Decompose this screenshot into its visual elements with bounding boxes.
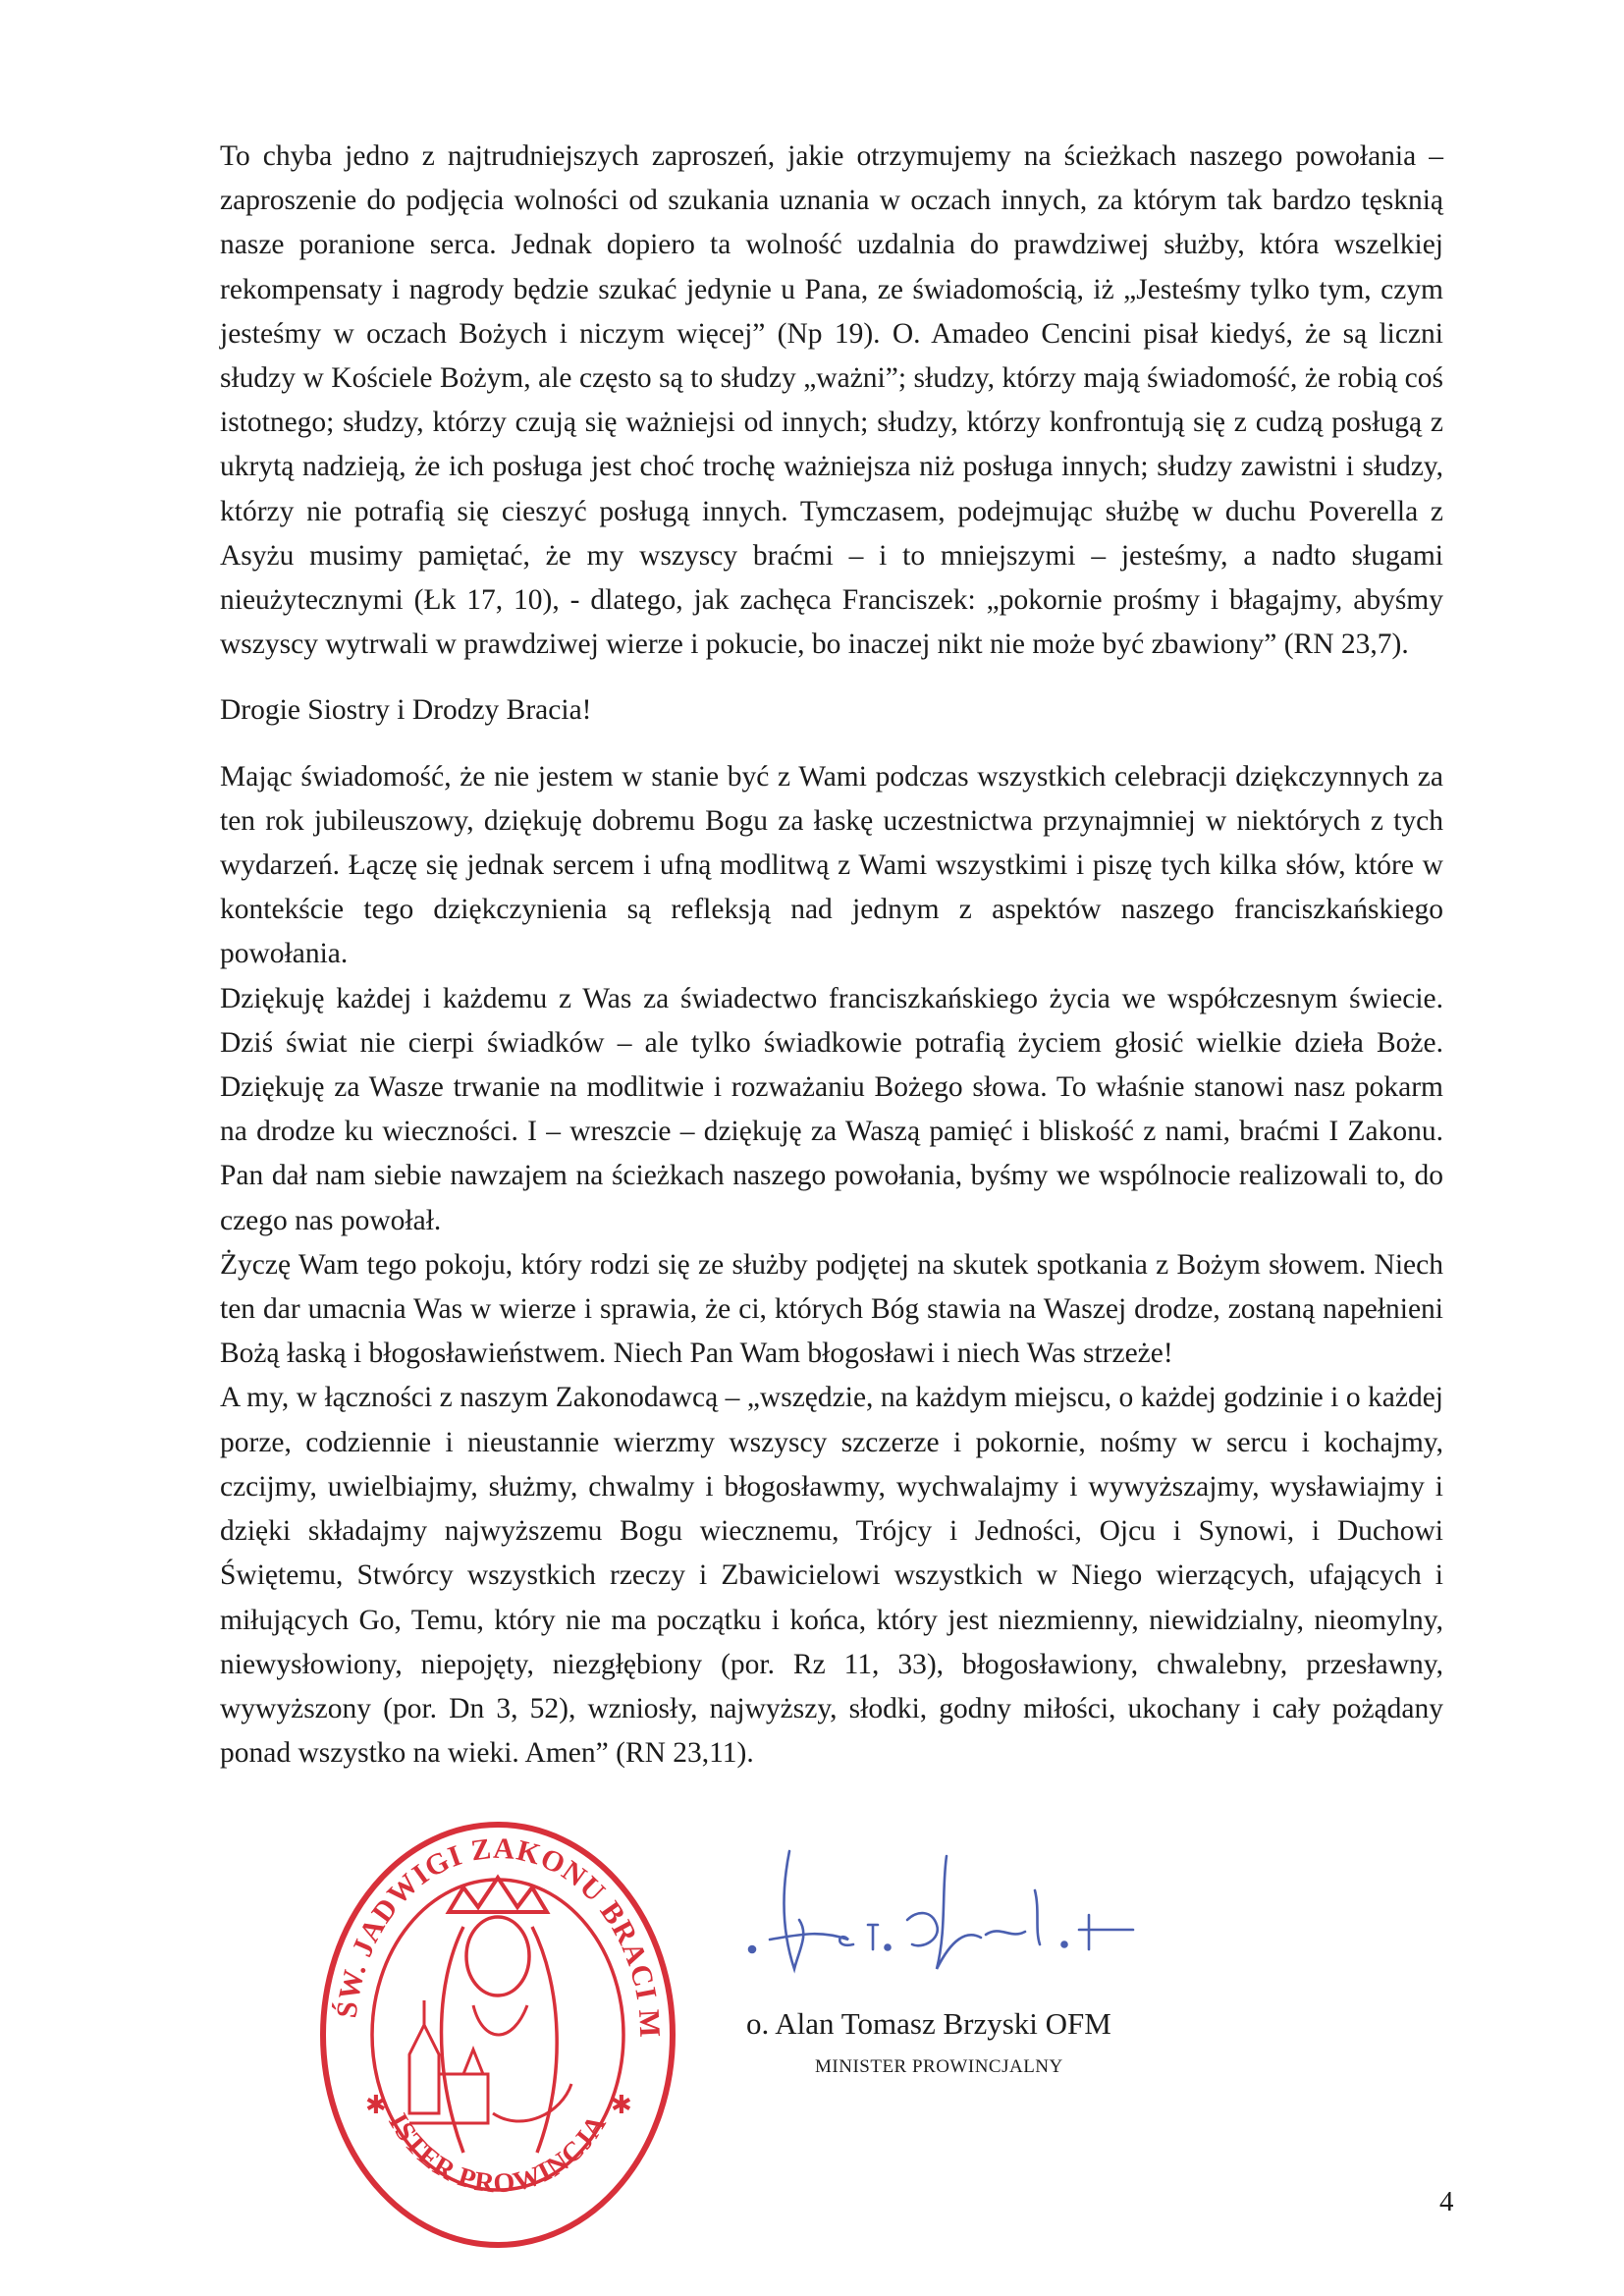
paragraph-2: Mając świadomość, że nie jestem w stanie być z Wami podczas wszystkich celebracji dziękczynnych za ten rok jubileuszowy, dziękuję dobremu Bogu za łaskę uczestnictwa przynajmniej w niektórych z tych wydarzeń. Łączę się jednak sercem i ufną modlitwą z Wami wszystkimi i piszę tych kilka słów, które w kontekście tego dziękczynienia są refleksją nad jednym z aspektów naszego franciszkańskiego powołania. <box>220 760 1443 970</box>
seal-star-left-icon: ✱ <box>365 2091 387 2119</box>
seal-text-bottom: ISTER PROWINCJA <box>382 2108 614 2200</box>
handwritten-signature <box>740 1841 1172 1989</box>
paragraph-1: To chyba jedno z najtrudniejszych zaproszeń, jakie otrzymujemy na ścieżkach naszego powołania – zaproszenie do podjęcia wolności od szukania uznania w oczach innych, za którym tak bardzo tęsknią nasze poranione serca. Jednak dopiero ta wolność uzdalnia do prawdziwej służby, która wszelkiej rekompensaty i nagrody będzie szukać jedynie u Pana, ze świadomością, iż „Jesteśmy tylko tym, czym jesteśmy w oczach Bożych i niczym więcej” (Np 19). O. Amadeo Cencini pisał kiedyś, że są liczni słudzy w Kościele Bożym, ale często są to słudzy „ważni”; słudzy, którzy mają świadomość, że robią coś istotnego; słudzy, którzy czują się ważniejsi od innych; słudzy, którzy konfrontują się z cudzą posługą z ukrytą nadzieją, że ich posługa jest choć trochę ważniejsza niż posługa innych; słudzy zawistni i słudzy, którzy nie potrafią się cieszyć posługą innych. Tymczasem, podejmując służbę w duchu Poverella z Asyżu musimy pamiętać, że my wszyscy braćmi – i to mniejszymi – jesteśmy, a nadto sługami nieużytecznymi (Łk 17, 10), - dlatego, jak zachęca Franciszek: „pokornie prośmy i błagajmy, abyśmy wszyscy wytrwali w prawdziwej wierze i pokucie, bo inaczej nikt nie może być zbawiony” (RN 23,7). <box>220 140 1443 661</box>
seal-star-right-icon: ✱ <box>611 2091 632 2119</box>
page-number: 4 <box>1439 2186 1454 2217</box>
province-seal <box>316 1819 679 2251</box>
paragraph-5: A my, w łączności z naszym Zakonodawcą – „wszędzie, na każdym miejscu, o każdej godzinie i o każdej porze, codziennie i nieustannie wierzmy wszyscy szczerze i pokornie, nośmy w sercu i kochajmy, czcijmy, uwielbiajmy, służmy, chwalmy i błogosławmy, wychwalajmy i wywyższajmy, wysławiajmy i dzięki składajmy najwyższemu Bogu wiecznemu, Trójcy i Jedności, Ojcu i Synowi, i Duchowi Świętemu, Stwórcy wszystkich rzeczy i Zbawicielowi wszystkich w Niego wierzących, ufających i miłujących Go, Temu, który nie ma początku i końca, który jest niezmienny, niewidzialny, nieomylny, niewysłowiony, niepojęty, niezgłębiony (por. Rz 11, 33), błogosławiony, chwalebny, przesławny, wywyższony (por. Dn 3, 52), wzniosły, najwyższy, słodki, godny miłości, ukochany i cały pożądany ponad wszystko na wieki. Amen” (RN 23,11). <box>220 1382 1443 1770</box>
paragraph-3: Dziękuję każdej i każdemu z Was za świadectwo franciszkańskiego życia we współczesnym świecie. Dziś świat nie cierpi świadków – ale tylko świadkowie potrafią życiem głosić wielkie dzieła Boże. Dziękuję za Wasze trwanie na modlitwie i rozważaniu Bożego słowa. To właśnie stanowi nasz pokarm na drodze ku wieczności. I – wreszcie – dziękuję za Waszą pamięć i bliskość z nami, braćmi I Zakonu. Pan dał nam siebie nawzajem na ścieżkach naszego powołania, byśmy we wspólnocie realizowali to, do czego nas powołał. <box>220 982 1443 1236</box>
letter-body <box>220 135 1443 1776</box>
signer-role: MINISTER PROWINCJALNY <box>815 2056 1063 2077</box>
seal-text-top: ŚW. JADWIGI ZAKONU BRACI M <box>330 1831 667 2040</box>
paragraph-4: Życzę Wam tego pokoju, który rodzi się ze służby podjętej na skutek spotkania z Bożym słowem. Niech ten dar umacnia Was w wierze i sprawia, że ci, których Bóg stawia na Waszej drodze, zostaną napełnieni Bożą łaską i błogosławieństwem. Niech Pan Wam błogosławi i niech Was strzeże! <box>220 1248 1443 1370</box>
signer-name: o. Alan Tomasz Brzyski OFM <box>746 2006 1111 2041</box>
salutation: Drogie Siostry i Drodzy Bracia! <box>220 694 592 727</box>
